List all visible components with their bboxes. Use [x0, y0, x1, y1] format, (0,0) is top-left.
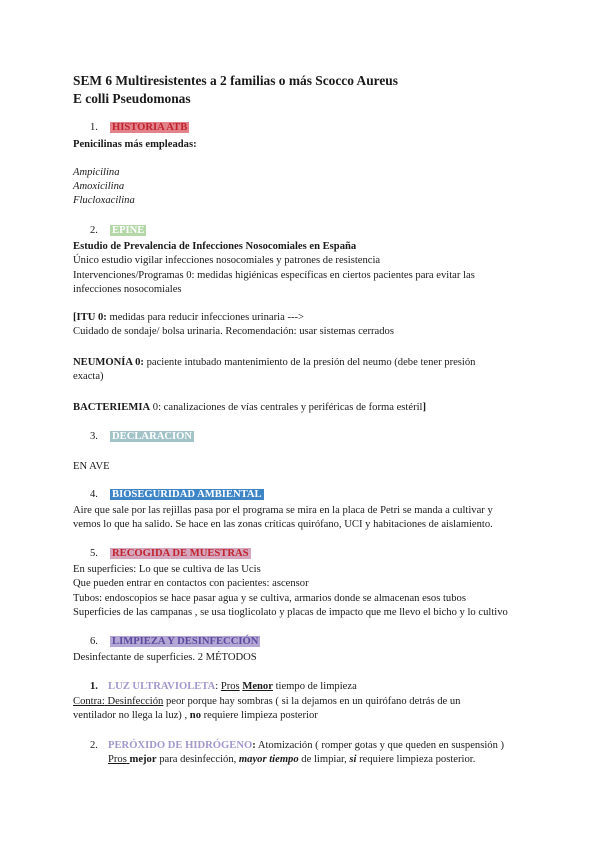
section-4-number: 4. [90, 489, 98, 500]
drug-item: Flucloxacilina [73, 195, 135, 206]
bioseguridad-line1: Aire que sale por las rejillas pasa por el programa se mira en la placa de Petri se manda a cultivar y [73, 505, 493, 516]
section-5-heading [110, 547, 251, 560]
method-1-line1 [108, 680, 357, 693]
method-2-si: si [349, 754, 357, 765]
method-2-colon: : [252, 740, 256, 751]
method-2-r2b: de limpiar, [298, 754, 350, 765]
method-1-line3-b: requiere limpieza posterior [201, 710, 318, 721]
declaracion-text: EN AVE [73, 461, 110, 472]
muestras-line: Que pueden entrar en contactos con pacientes: ascensor [73, 578, 309, 589]
section-5-heading-text: RECOGIDA DE MUESTRAS [112, 548, 249, 559]
method-2-line1 [108, 739, 504, 752]
method-2-text: Atomización ( romper gotas y que queden en suspensión ) [255, 740, 505, 751]
neumonia-line [73, 356, 475, 369]
method-1-name: LUZ ULTRAVIOLETA [108, 681, 216, 692]
section-1-heading-text: HISTORIA ATB [112, 122, 188, 133]
method-1-contra: Contra: [73, 696, 105, 707]
method-1-contra-text: peor porque hay sombras ( si la dejamos en un quirófano detrás de un [163, 696, 461, 707]
section-6-heading [110, 635, 260, 648]
drug-item: Amoxicilina [73, 181, 125, 192]
method-2-r2c: requiere limpieza posterior. [356, 754, 476, 765]
neumonia-label: NEUMONÍA 0: [73, 357, 144, 368]
method-1-line2 [73, 695, 460, 708]
method-1-line3-a: ventilador no llega la luz) , [73, 710, 190, 721]
method-2-line2 [108, 753, 475, 766]
neumonia-text: paciente intubado mantenimiento de la presión del neumo (debe tener presión [143, 357, 476, 368]
penicilinas-label: Penicilinas más empleadas: [73, 139, 197, 150]
limpieza-intro: Desinfectante de superficies. 2 MÉTODOS [73, 652, 257, 663]
muestras-line: Superficies de las campanas , se usa tioglicolato y placas de impacto que me llevo el bicho y lo cultivo [73, 607, 508, 618]
method-2-name: PERÓXIDO DE HIDRÓGENO [108, 740, 253, 751]
method-2-r2a: para desinfección, [156, 754, 239, 765]
section-4-heading [110, 488, 264, 501]
muestras-line: En superficies: Lo que se cultiva de las Ucis [73, 564, 261, 575]
section-1-heading [110, 121, 189, 134]
epine-interventions-line1: Intervenciones/Programas 0: medidas higiénicas específicas en ciertos pacientes para evitar las [73, 270, 475, 281]
bioseguridad-line2: vemos lo que ha salido. Se hace en las zonas críticas quirófano, UCI y habitaciones de aislamiento. [73, 519, 493, 530]
epine-unico: Único estudio vigilar infecciones nosocomiales y patrones de resistencia [73, 255, 381, 266]
bacteriemia-label: BACTERIEMIA [73, 402, 151, 413]
section-5-number: 5. [90, 548, 98, 559]
method-1-pros-text: tiempo de limpieza [272, 681, 357, 692]
method-2-mejor: mejor [129, 754, 157, 765]
bacteriemia-bracket: ] [422, 402, 427, 413]
document-title: SEM 6 Multiresistentes a 2 familias o más Scocco Aureus [73, 73, 398, 88]
method-1-line3 [73, 709, 318, 722]
section-3-heading [110, 430, 194, 443]
neumonia-line2: exacta) [73, 371, 104, 382]
method-1-no: no [189, 710, 201, 721]
document-subtitle: E colli Pseudomonas [73, 91, 191, 106]
section-2-heading [110, 224, 146, 237]
section-2-heading-text: EPINE [112, 225, 145, 236]
section-4-heading-text: BIOSEGURIDAD AMBIENTAL [112, 489, 262, 500]
section-6-heading-text: LIMPIEZA Y DESINFECCIÓN [112, 636, 259, 647]
cuidado-line: Cuidado de sondaje/ bolsa urinaria. Recomendación: usar sistemas cerrados [73, 326, 394, 337]
method-2-number: 2. [90, 740, 98, 751]
method-1-colon: : [215, 681, 221, 692]
epine-interventions-line2: infecciones nosocomiales [73, 284, 182, 295]
section-6-number: 6. [90, 636, 98, 647]
itu-line [73, 311, 304, 324]
method-2-pros: Pros [108, 754, 127, 765]
section-2-number: 2. [90, 225, 98, 236]
drug-item: Ampicilina [73, 167, 120, 178]
method-1-desinfeccion: Desinfección [107, 696, 164, 707]
section-3-number: 3. [90, 431, 98, 442]
itu-text: medidas para reducir infecciones urinaria ---> [106, 312, 304, 323]
section-1-number: 1. [90, 122, 98, 133]
section-3-heading-text: DECLARACION [112, 431, 193, 442]
epine-study-title: Estudio de Prevalencia de Infecciones Nosocomiales en España [73, 241, 357, 252]
bacteriemia-line [73, 401, 426, 414]
method-1-menor: Menor [242, 681, 273, 692]
muestras-line: Tubos: endoscopios se hace pasar agua y se cultiva, armarios donde se almacenan esos tubos [73, 593, 466, 604]
method-1-pros: Pros [220, 681, 240, 692]
itu-label: [ITU 0: [73, 312, 107, 323]
bacteriemia-text: 0: canalizaciones de vías centrales y periféricas de forma estéril [150, 402, 423, 413]
method-1-number: 1. [90, 681, 98, 692]
method-2-mayor: mayor tiempo [238, 754, 299, 765]
